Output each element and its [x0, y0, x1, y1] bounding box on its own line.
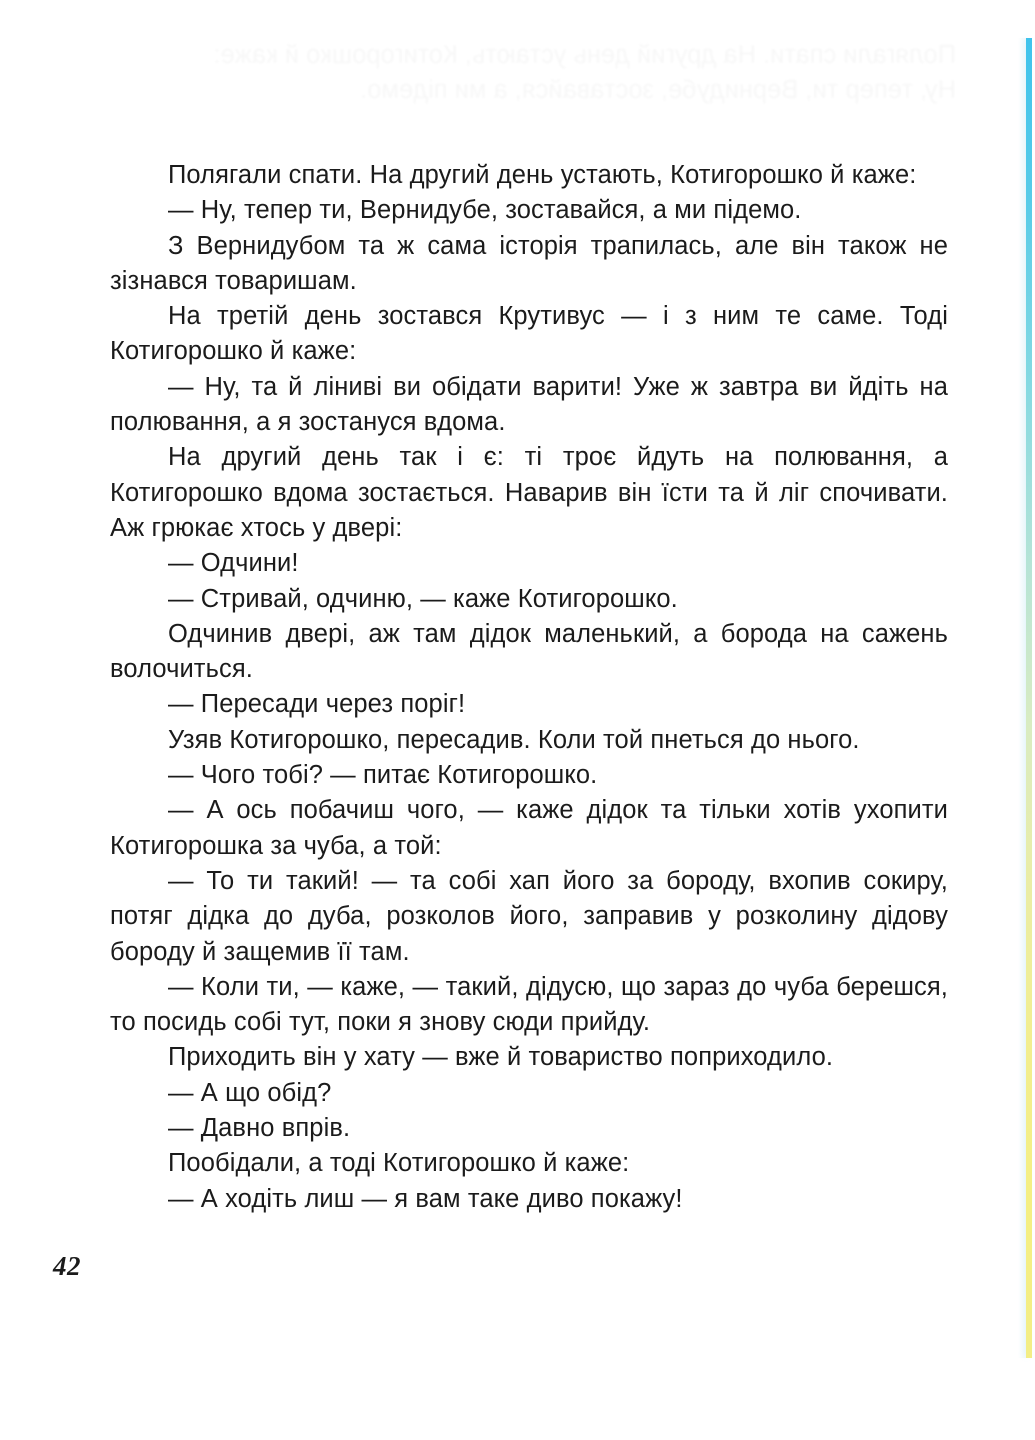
page-body-text [110, 158, 948, 1217]
body-paragraph: Одчинив двері, аж там дідок маленький, а борода на сажень волочиться. [110, 619, 948, 684]
body-paragraph: — Стривай, одчиню, — каже Котигорошко. [168, 584, 678, 613]
body-paragraph: Приходить він у хату — вже й товариство поприходило. [168, 1043, 834, 1072]
body-paragraph: — Коли ти, — каже, — такий, дідусю, що зараз до чуба берешся, то посидь собі тут, поки я знову сюди прийду. [110, 972, 948, 1037]
body-paragraph: — А ходіть лиш — я вам таке диво покажу! [168, 1184, 683, 1213]
body-paragraph: — Одчини! [168, 549, 299, 578]
page-number: 42 [53, 1251, 81, 1281]
body-paragraph: — То ти такий! — та собі хап його за бороду, вхопив сокиру, потяг дідка до дуба, розколов його, заправив у розколину дідову бороду й защемив її там. [110, 866, 948, 966]
body-paragraph: На другий день так і є: ті троє йдуть на полювання, а Котигорошко вдома зостається. Наварив він їсти та й ліг спочивати. Аж грюкає хтось у двері: [110, 443, 948, 542]
body-paragraph: Пообідали, а тоді Котигорошко й каже: [168, 1149, 630, 1178]
reverse-page-bleed-through [96, 38, 956, 148]
body-paragraph: — А ось побачиш чого, — каже дідок та тільки хотів ухопити Котигорошка за чуба, а той: [110, 796, 948, 860]
body-paragraph: Узяв Котигорошко, пересадив. Коли той пнеться до нього. [168, 725, 860, 754]
body-paragraph: На третій день зостався Крутивус — і з ним те саме. Тоді Котигорошко й каже: [110, 302, 948, 366]
body-paragraph: — Давно впрів. [168, 1114, 351, 1143]
body-paragraph: — Пересади через поріг! [168, 690, 466, 719]
body-paragraph: — Ну, тепер ти, Вернидубе, зоставайся, а ми підемо. [168, 196, 802, 225]
body-paragraph: З Вернидубом та ж сама історія трапилась, але він також не зізнався товаришам. [110, 231, 948, 295]
body-paragraph: Полягали спати. На другий день устають, Котигорошко й каже: [168, 161, 917, 189]
body-paragraph: — Ну, та й ліниві ви обідати варити! Уже ж завтра ви йдіть на полювання, а я зостануся вдома. [110, 372, 948, 437]
body-paragraph: — А що обід? [168, 1078, 332, 1107]
body-paragraph: — Чого тобі? — питає Котигорошко. [168, 761, 598, 790]
page-edge-gradient-strip [1026, 38, 1032, 1358]
